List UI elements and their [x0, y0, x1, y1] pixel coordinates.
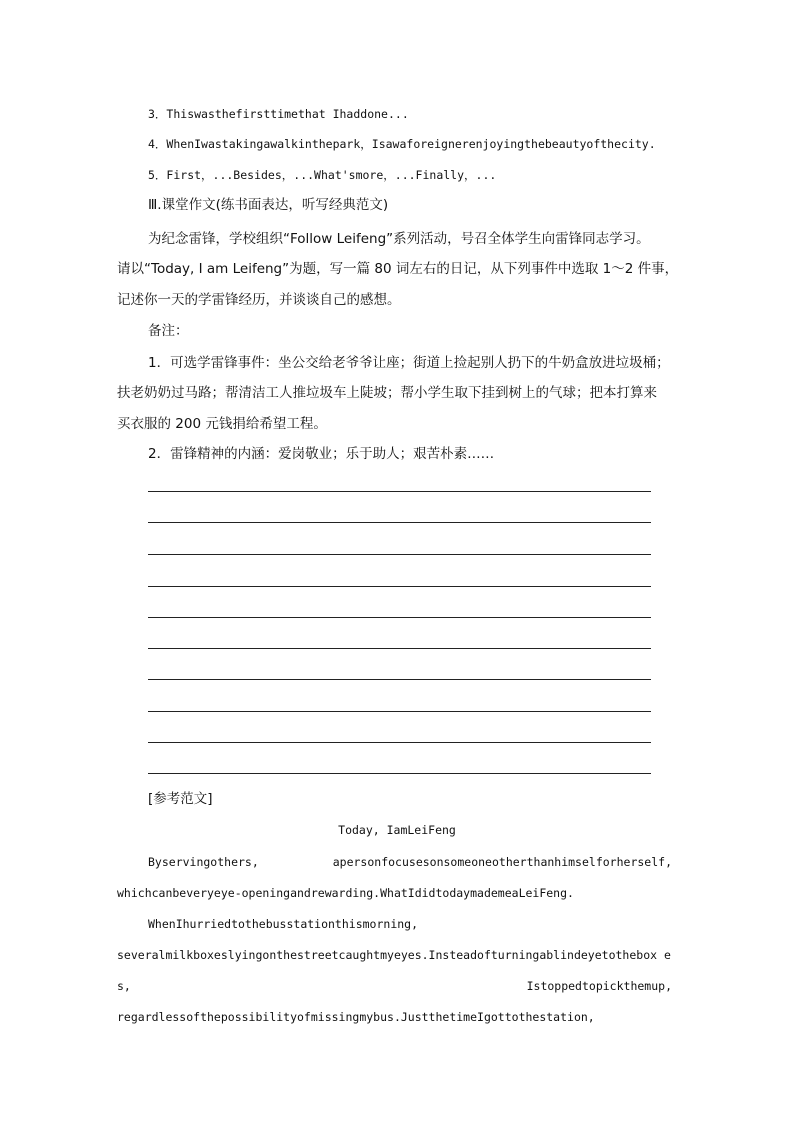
writing-line — [148, 617, 651, 618]
exercise-item-4: 4．WhenIwastakingawalkinthepark，Isawaforeignerenjoyingthebeautyofthecity. — [148, 137, 656, 151]
essay-line-4: severalmilkboxeslyingonthestreetcaughtmyeyes.Insteadofturningablindeyetothebox e — [117, 948, 671, 962]
prompt-line-1: 为纪念雷锋，学校组织“Follow Leifeng”系列活动，号召全体学生向雷锋同志学习。 — [148, 231, 650, 247]
prompt-line-2: 请以“Today, I am Leifeng”为题，写一篇 80 词左右的日记，从下列事件中选取 1～2 件事， — [117, 261, 679, 277]
writing-line — [148, 679, 651, 680]
note-1-line-1: 1．可选学雷锋事件：坐公交给老爷爷让座；街道上捡起别人扔下的牛奶盒放进垃圾桶； — [148, 355, 670, 371]
essay-title: Today, IamLeiFeng — [338, 823, 456, 837]
exercise-item-3: 3．Thiswasthefirsttimethat Ihaddone... — [148, 107, 409, 121]
writing-line — [148, 586, 651, 587]
essay-line-1 — [148, 852, 672, 872]
writing-line — [148, 711, 651, 712]
writing-line — [148, 648, 651, 649]
note-1-line-2: 扶老奶奶过马路；帮清洁工人推垃圾车上陡坡；帮小学生取下挂到树上的气球；把本打算来 — [117, 385, 657, 401]
writing-line — [148, 742, 651, 743]
essay-line-5-right: Istoppedtopickthemup, — [526, 979, 672, 993]
essay-line-5-left: s, — [117, 979, 131, 993]
writing-line — [148, 773, 651, 774]
note-2: 2．雷锋精神的内涵：爱岗敬业；乐于助人；艰苦朴素…… — [148, 446, 495, 462]
prompt-line-3: 记述你一天的学雷锋经历，并谈谈自己的感想。 — [117, 292, 401, 308]
essay-line-1-left: Byservingothers, — [148, 855, 259, 869]
note-1-line-3: 买衣服的 200 元钱捐给希望工程。 — [117, 416, 327, 432]
essay-line-6: regardlessofthepossibilityofmissingmybus.JustthetimeIgottothestation, — [117, 1010, 595, 1024]
exercise-item-5: 5．First，...Besides，...What'smore，...Finally，... — [148, 168, 497, 182]
section-heading: Ⅲ.课堂作文(练书面表达，听写经典范文) — [148, 197, 389, 213]
reference-label: [参考范文] — [148, 791, 213, 807]
essay-line-3: WhenIhurriedtothebusstationthismorning, — [148, 917, 419, 931]
essay-line-2: whichcanbeveryeye-openingandrewarding.WhatIdidtodaymademeaLeiFeng. — [117, 886, 574, 900]
writing-line — [148, 554, 651, 555]
note-label: 备注： — [148, 323, 189, 339]
writing-line — [148, 491, 651, 492]
essay-line-1-right: apersonfocusesonsomeoneotherthanhimselforherself, — [332, 855, 672, 869]
essay-line-5 — [117, 976, 672, 996]
writing-line — [148, 522, 651, 523]
